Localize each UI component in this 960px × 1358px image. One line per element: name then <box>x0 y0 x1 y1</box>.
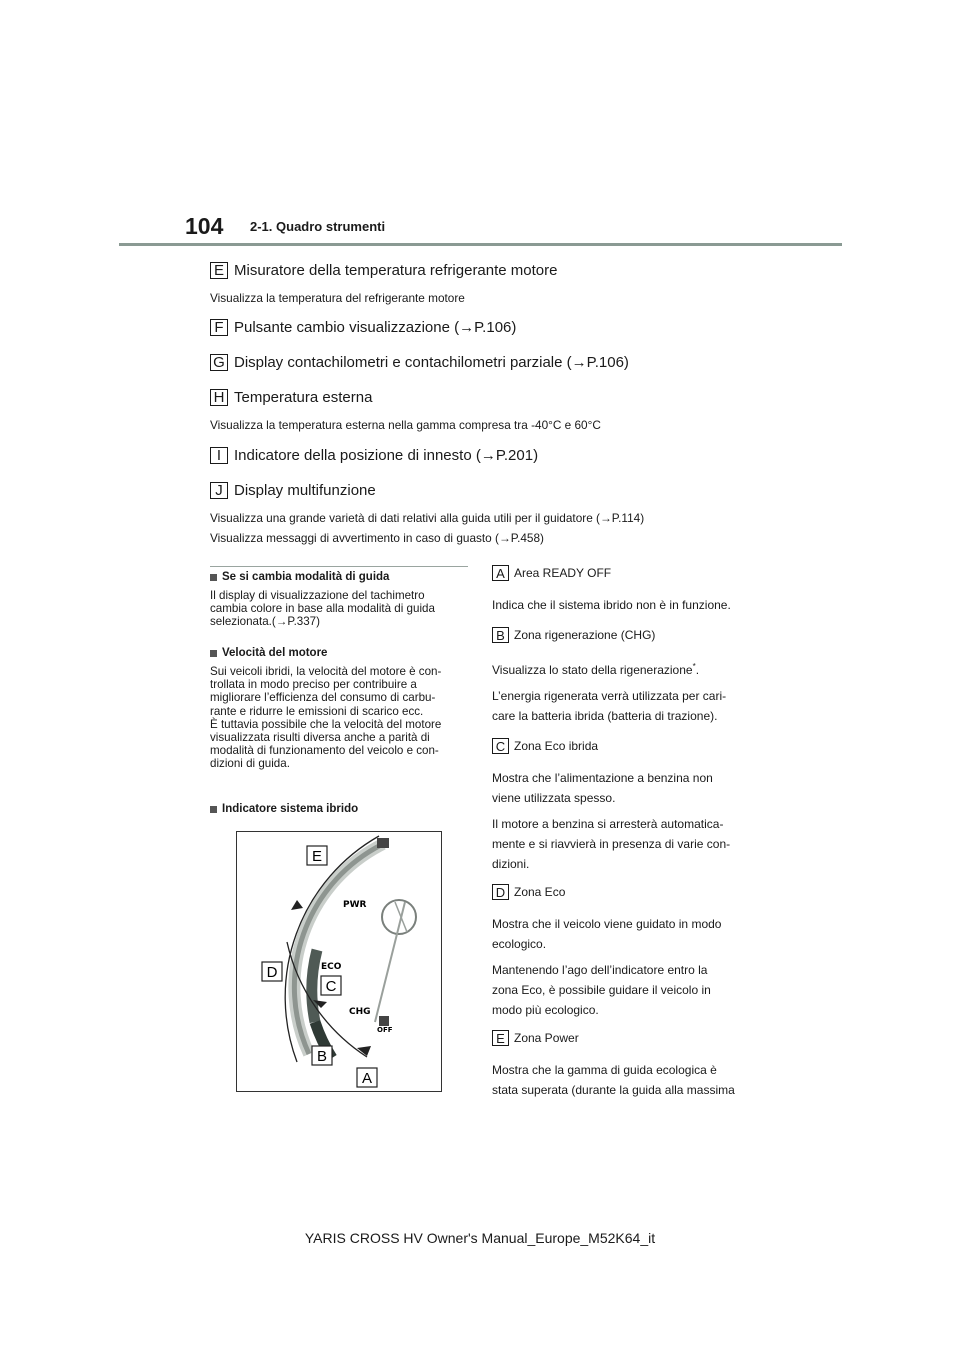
zone-a <box>492 565 611 581</box>
callout-a: A <box>361 1070 373 1087</box>
zone-line: ecologico. <box>492 937 547 951</box>
bullet-square-icon <box>210 574 217 581</box>
note-line: dizioni di guida. <box>210 757 290 771</box>
page-footer: YARIS CROSS HV Owner's Manual_Europe_M52K64_it <box>304 1230 656 1246</box>
note-line: È tuttavia possibile che la velocità del motore <box>210 717 442 731</box>
zone-description <box>492 960 762 1020</box>
zone-line: care la batteria ibrida (batteria di trazione). <box>492 709 718 723</box>
item-description-2: Visualizza messaggi di avvertimento in caso di guasto (→P.458) <box>210 531 544 545</box>
item-g <box>210 354 629 371</box>
zone-line-text: Visualizza lo stato della rigenerazione <box>492 663 693 677</box>
zone-description <box>492 686 762 726</box>
note-line: modalità di funzionamento del veicolo e con- <box>210 744 439 758</box>
item-title: Display multifunzione <box>234 482 376 499</box>
zone-line-end: . <box>695 663 700 677</box>
note-title: Velocità del motore <box>222 647 328 659</box>
zone-line: stata superata (durante la guida alla massima <box>492 1083 735 1097</box>
callout-b: B <box>316 1048 328 1065</box>
zone-badge: B <box>492 627 509 643</box>
gauge-label-off: OFF <box>377 1026 393 1034</box>
eco-zone-band <box>312 950 317 1022</box>
item-badge: H <box>210 389 228 406</box>
note-line: Sui veicoli ibridi, la velocità del motore è con- <box>210 665 442 678</box>
zone-badge: D <box>492 884 509 900</box>
gauge-label-pwr: PWR <box>343 900 367 910</box>
zone-description <box>492 768 762 808</box>
item-title: Temperatura esterna <box>234 389 373 406</box>
zone-description <box>492 657 762 680</box>
note-line: rante e ridurre le emissioni di scarico ecc. <box>210 704 424 718</box>
gauge-label-eco: ECO <box>321 962 342 972</box>
zone-description <box>492 1060 762 1100</box>
item-title: Misuratore della temperatura refrigerante motore <box>234 262 558 279</box>
item-f <box>210 319 516 336</box>
note-line: trollata in modo preciso per contribuire a <box>210 678 417 692</box>
bullet-square-icon <box>210 650 217 657</box>
note-line: selezionata.(→P.337) <box>210 615 320 629</box>
zone-line: dizioni. <box>492 857 530 871</box>
section-title: 2-1. Quadro strumenti <box>250 219 386 234</box>
item-badge: F <box>210 319 228 336</box>
note-line: cambia colore in base alla modalità di guida <box>210 602 435 616</box>
arrow-head-icon <box>291 900 303 910</box>
note-heading <box>210 803 358 815</box>
item-badge: G <box>210 354 228 371</box>
note-line: visualizzata risulti diversa anche a parità di <box>210 731 430 745</box>
callout-e: E <box>311 848 323 865</box>
item-description: Visualizza la temperatura del refrigerante motore <box>210 291 465 305</box>
note-line: Il display di visualizzazione del tachimetro <box>210 589 425 602</box>
note-heading <box>210 571 389 583</box>
zone-line: L’energia rigenerata verrà utilizzata per cari- <box>492 689 727 703</box>
zone-line: Indica che il sistema ibrido non è in funzione. <box>492 598 731 612</box>
hybrid-indicator-diagram <box>236 831 442 1092</box>
zone-title: Zona Eco ibrida <box>514 739 599 753</box>
zone-line: Mantenendo l’ago dell’indicatore entro la <box>492 963 708 977</box>
item-e <box>210 262 557 279</box>
note-body <box>210 665 468 771</box>
zone-line: viene utilizzata spesso. <box>492 791 616 805</box>
needle-hatch <box>395 902 407 932</box>
bullet-square-icon <box>210 806 217 813</box>
gauge-label-chg: CHG <box>349 1007 371 1017</box>
item-description: Visualizza una grande varietà di dati relativi alla guida utili per il guidatore (→P.114) <box>210 511 645 525</box>
item-badge: E <box>210 262 228 279</box>
zone-line: Mostra che il veicolo viene guidato in modo <box>492 917 722 931</box>
item-h <box>210 389 372 406</box>
note-body <box>210 589 468 629</box>
zone-title: Area READY OFF <box>514 566 612 580</box>
zone-description <box>492 595 762 615</box>
zone-badge: A <box>492 565 509 581</box>
zone-d <box>492 884 565 900</box>
zone-description <box>492 914 762 954</box>
note-heading <box>210 647 327 659</box>
zone-title: Zona Power <box>514 1031 579 1045</box>
item-j <box>210 482 376 499</box>
notes-divider <box>210 566 468 567</box>
zone-badge: E <box>492 1030 509 1046</box>
gauge-end-cap-top <box>377 838 389 848</box>
hybrid-gauge-illustration <box>237 832 442 1092</box>
gauge-needle <box>375 902 405 1022</box>
zone-c <box>492 738 598 754</box>
note-title: Indicatore sistema ibrido <box>222 803 359 815</box>
note-line: migliorare l’efficienza del consumo di carbu- <box>210 691 436 705</box>
item-i <box>210 447 538 464</box>
zone-b <box>492 627 655 643</box>
item-title: Indicatore della posizione di innesto (→P.201) <box>234 447 539 464</box>
item-title: Pulsante cambio visualizzazione (→P.106) <box>234 319 517 336</box>
zone-line: zona Eco, è possibile guidare il veicolo in <box>492 983 711 997</box>
zone-title: Zona Eco <box>514 885 566 899</box>
footnote-marker: * <box>692 662 696 671</box>
gauge-band-inner <box>294 844 383 1054</box>
callout-d: D <box>266 964 278 981</box>
zone-badge: C <box>492 738 509 754</box>
zone-line: Mostra che l’alimentazione a benzina non <box>492 771 713 785</box>
zone-e <box>492 1030 579 1046</box>
item-badge: J <box>210 482 228 499</box>
zone-description <box>492 814 762 874</box>
zone-line: modo più ecologico. <box>492 1003 599 1017</box>
zone-title: Zona rigenerazione (CHG) <box>514 628 656 642</box>
item-badge: I <box>210 447 228 464</box>
zone-line: mente e si riavvierà in presenza di varie con- <box>492 837 731 851</box>
header-divider <box>119 243 842 246</box>
item-title: Display contachilometri e contachilometri parziale (→P.106) <box>234 354 629 371</box>
callout-c: C <box>325 978 337 995</box>
zone-line: Mostra che la gamma di guida ecologica è <box>492 1063 717 1077</box>
gauge-end-cap-bottom <box>379 1016 389 1026</box>
page-number: 104 <box>185 213 224 239</box>
note-title: Se si cambia modalità di guida <box>222 571 390 583</box>
zone-line <box>492 657 762 680</box>
item-description: Visualizza la temperatura esterna nella gamma compresa tra -40°C e 60°C <box>210 418 601 432</box>
zone-line: Il motore a benzina si arresterà automatica- <box>492 817 724 831</box>
